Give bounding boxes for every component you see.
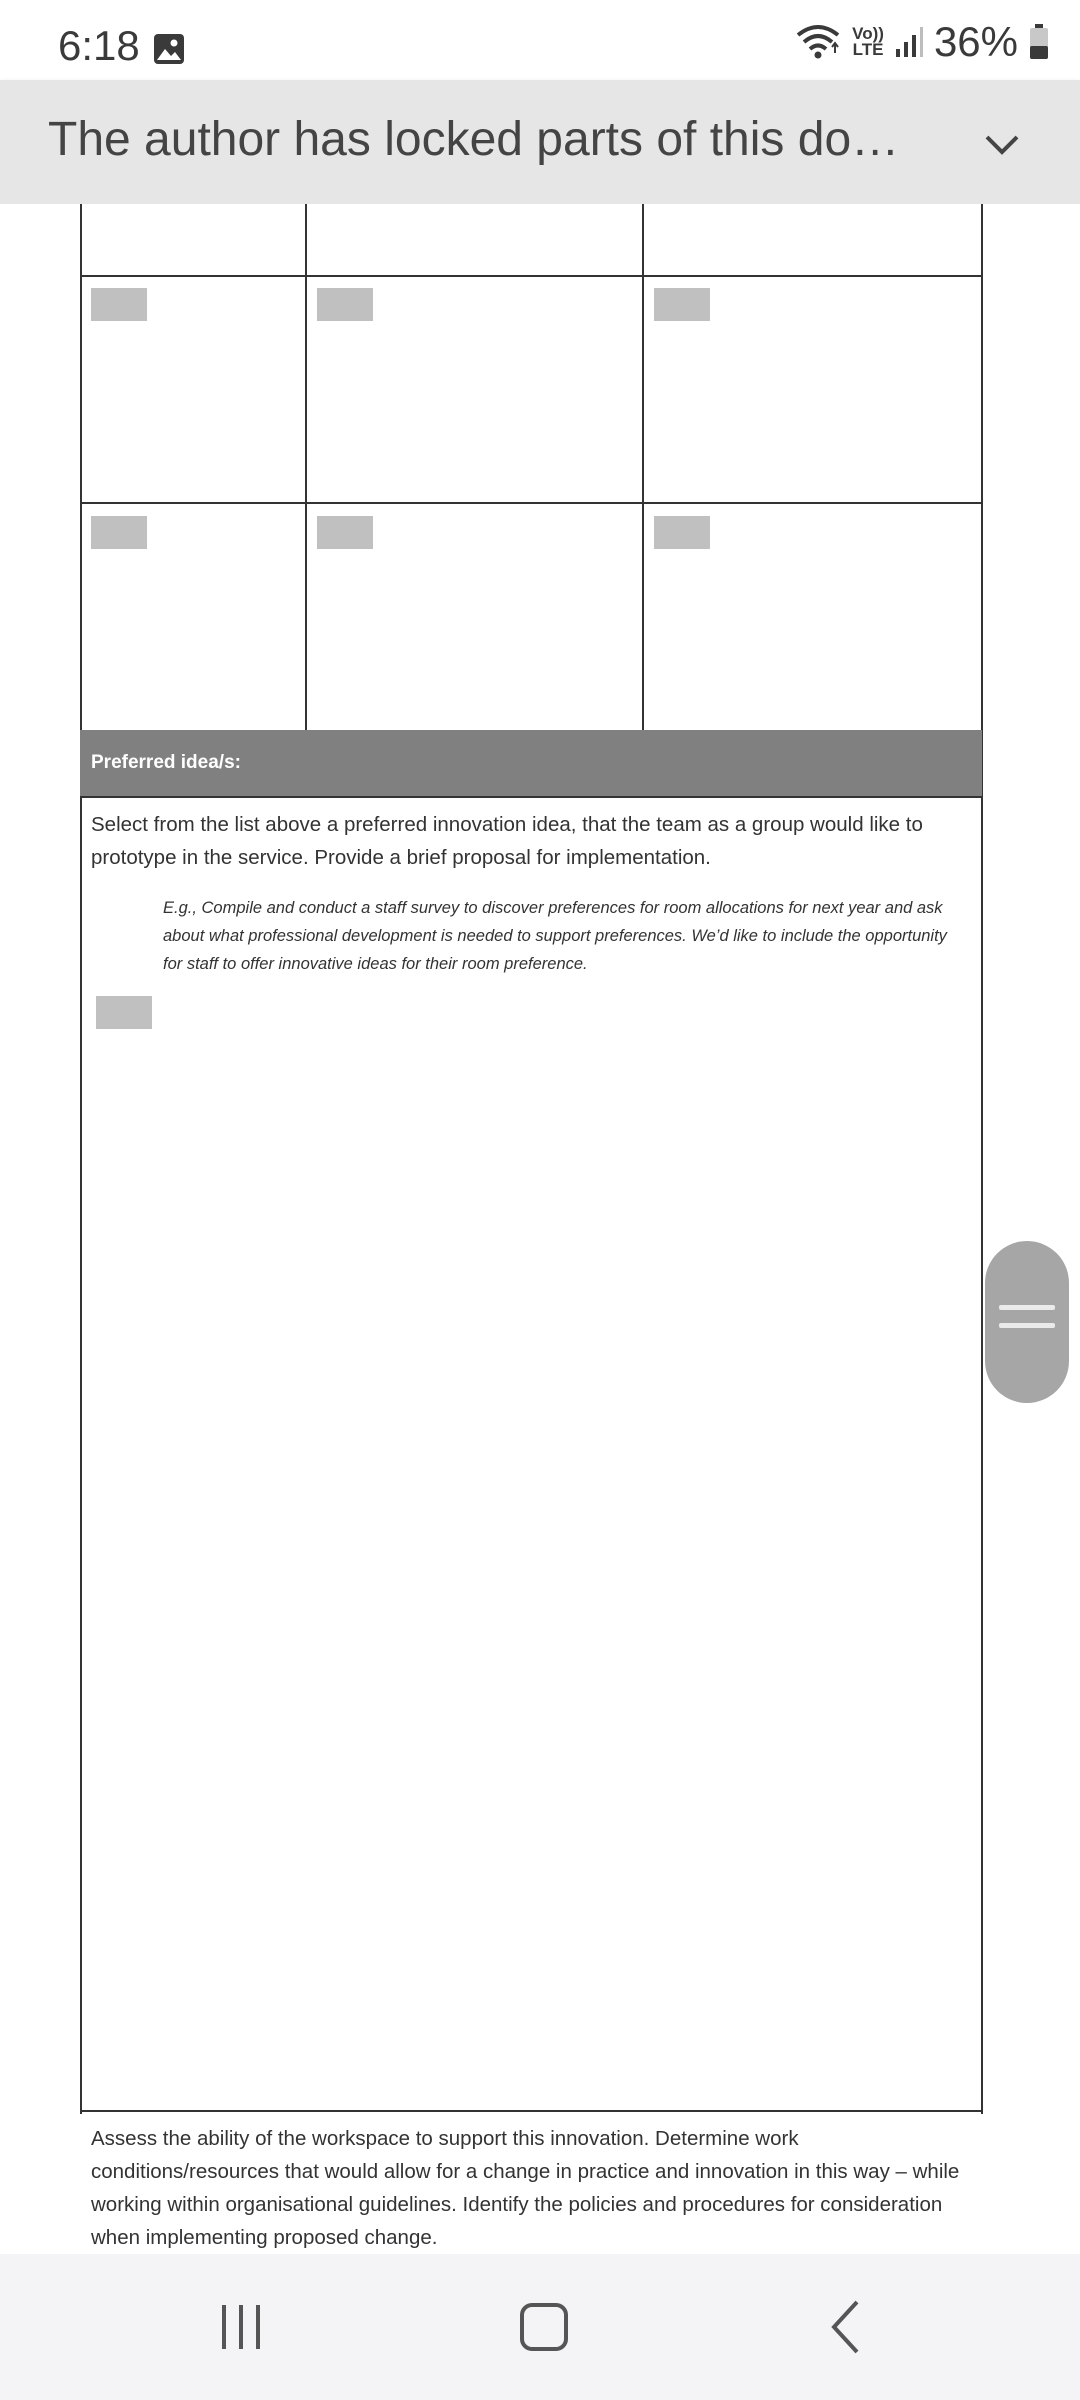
- document-page[interactable]: [0, 204, 1080, 2254]
- content-control-placeholder[interactable]: [317, 288, 373, 321]
- gallery-icon: [152, 32, 186, 66]
- content-control-placeholder[interactable]: [317, 516, 373, 549]
- table-border: [642, 204, 644, 730]
- status-time: 6:18: [58, 22, 140, 69]
- content-control-placeholder[interactable]: [654, 516, 710, 549]
- status-icons: [794, 20, 1050, 64]
- content-control-placeholder[interactable]: [96, 996, 152, 1029]
- battery-icon: [1028, 24, 1050, 60]
- back-icon[interactable]: [812, 2292, 882, 2362]
- recent-apps-icon[interactable]: [206, 2292, 276, 2362]
- instruction-text: Assess the ability of the workspace to support this innovation. Determine work conditions/resources that would allow for a change in practice and innovation in this way – while working within organisational guidelines. Identify the policies and procedures for consideration when implementing proposed change.: [91, 2127, 960, 2249]
- content-control-placeholder[interactable]: [91, 516, 147, 549]
- table-border: [80, 2110, 982, 2112]
- wifi-icon: [794, 23, 842, 61]
- navigation-bar: [0, 2254, 1080, 2400]
- status-bar: [0, 0, 1080, 80]
- table-border: [80, 275, 982, 277]
- table-border: [981, 204, 983, 2114]
- table-border: [305, 204, 307, 730]
- chevron-down-icon[interactable]: [982, 124, 1022, 164]
- handle-grip: [999, 1323, 1055, 1328]
- handle-grip: [999, 1305, 1055, 1310]
- content-control-placeholder[interactable]: [654, 288, 710, 321]
- content-control-placeholder[interactable]: [91, 288, 147, 321]
- fast-scroll-handle[interactable]: [985, 1241, 1069, 1403]
- table-border: [80, 796, 982, 798]
- battery-percent: 36%: [933, 18, 1018, 65]
- locked-banner[interactable]: [0, 80, 1080, 204]
- table-border: [80, 502, 982, 504]
- instruction-text: Select from the list above a preferred innovation idea, that the team as a group would like to prototype in the service. Provide a brief proposal for implementation.: [91, 813, 923, 869]
- signal-icon: [894, 25, 924, 59]
- example-text: E.g., Compile and conduct a staff survey to discover preferences for room allocations for next year and ask about what professional development is needed to support preferences. We’d like to include the opportunity for staff to offer innovative ideas for their room preference.: [163, 899, 947, 973]
- volte-icon: Vo)) LTE: [852, 24, 884, 59]
- table-border: [80, 204, 82, 2114]
- home-icon[interactable]: [509, 2292, 579, 2362]
- preferred-idea-header: Preferred idea/s:: [80, 730, 982, 796]
- locked-banner-text: The author has locked parts of this do…: [48, 113, 900, 166]
